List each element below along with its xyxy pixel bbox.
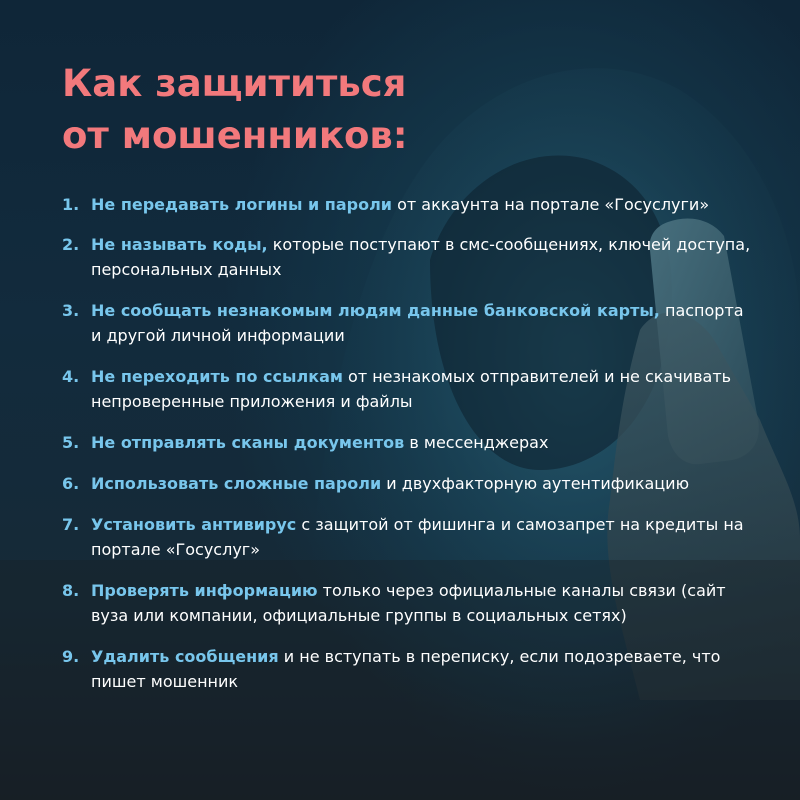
list-item bbox=[62, 232, 752, 282]
item-regular-text: и двухфакторную аутентификацию bbox=[381, 474, 690, 493]
item-bold-text: Не переходить по ссылкам bbox=[91, 367, 343, 386]
item-text bbox=[91, 298, 752, 348]
item-regular-text: от аккаунта на портале «Госуслуги» bbox=[392, 195, 710, 214]
item-bold-text: Проверять информацию bbox=[91, 581, 318, 600]
item-number: 6. bbox=[62, 474, 80, 493]
item-number: 1. bbox=[62, 195, 80, 214]
item-bold-text: Использовать сложные пароли bbox=[91, 474, 382, 493]
title-line-1: Как защититься bbox=[62, 62, 407, 105]
item-text bbox=[91, 644, 752, 694]
item-bold-text: Установить антивирус bbox=[91, 515, 297, 534]
item-regular-text: которые поступают в смс-сообщениях, ключей доступа, персональных данных bbox=[91, 235, 751, 279]
item-number: 9. bbox=[62, 647, 80, 666]
item-text bbox=[91, 471, 752, 496]
item-regular-text: от незнакомых отправителей и не скачивать непроверенные приложения и файлы bbox=[91, 367, 732, 411]
item-number: 7. bbox=[62, 515, 80, 534]
item-text bbox=[91, 578, 752, 628]
list-item bbox=[62, 644, 752, 694]
list-item bbox=[62, 512, 752, 562]
list-item bbox=[62, 430, 752, 455]
item-number: 4. bbox=[62, 367, 80, 386]
item-number: 3. bbox=[62, 301, 80, 320]
item-number: 8. bbox=[62, 581, 80, 600]
item-bold-text: Удалить сообщения bbox=[91, 647, 279, 666]
list-item bbox=[62, 298, 752, 348]
item-bold-text: Не сообщать незнакомым людям данные банковской карты, bbox=[91, 301, 660, 320]
tips-list bbox=[62, 192, 752, 694]
list-item bbox=[62, 364, 752, 414]
item-text bbox=[91, 364, 752, 414]
item-regular-text: в мессенджерах bbox=[404, 433, 549, 452]
title-line-2: от мошенников: bbox=[62, 114, 408, 157]
list-item bbox=[62, 192, 752, 217]
item-number: 2. bbox=[62, 235, 80, 254]
item-text bbox=[91, 430, 752, 455]
item-bold-text: Не отправлять сканы документов bbox=[91, 433, 405, 452]
item-regular-text: и не вступать в переписку, если подозреваете, что пишет мошенник bbox=[91, 647, 721, 691]
page-title bbox=[62, 58, 702, 162]
item-regular-text: только через официальные каналы связи (сайт вуза или компании, официальные группы в социальных сетях) bbox=[91, 581, 726, 625]
list-item bbox=[62, 471, 752, 496]
item-text bbox=[91, 232, 752, 282]
item-bold-text: Не называть коды, bbox=[91, 235, 268, 254]
item-bold-text: Не передавать логины и пароли bbox=[91, 195, 393, 214]
list-item bbox=[62, 578, 752, 628]
item-number: 5. bbox=[62, 433, 80, 452]
item-text bbox=[91, 192, 752, 217]
item-regular-text: с защитой от фишинга и самозапрет на кредиты на портале «Госуслуг» bbox=[91, 515, 744, 559]
item-text bbox=[91, 512, 752, 562]
item-regular-text: паспорта и другой личной информации bbox=[91, 301, 744, 345]
